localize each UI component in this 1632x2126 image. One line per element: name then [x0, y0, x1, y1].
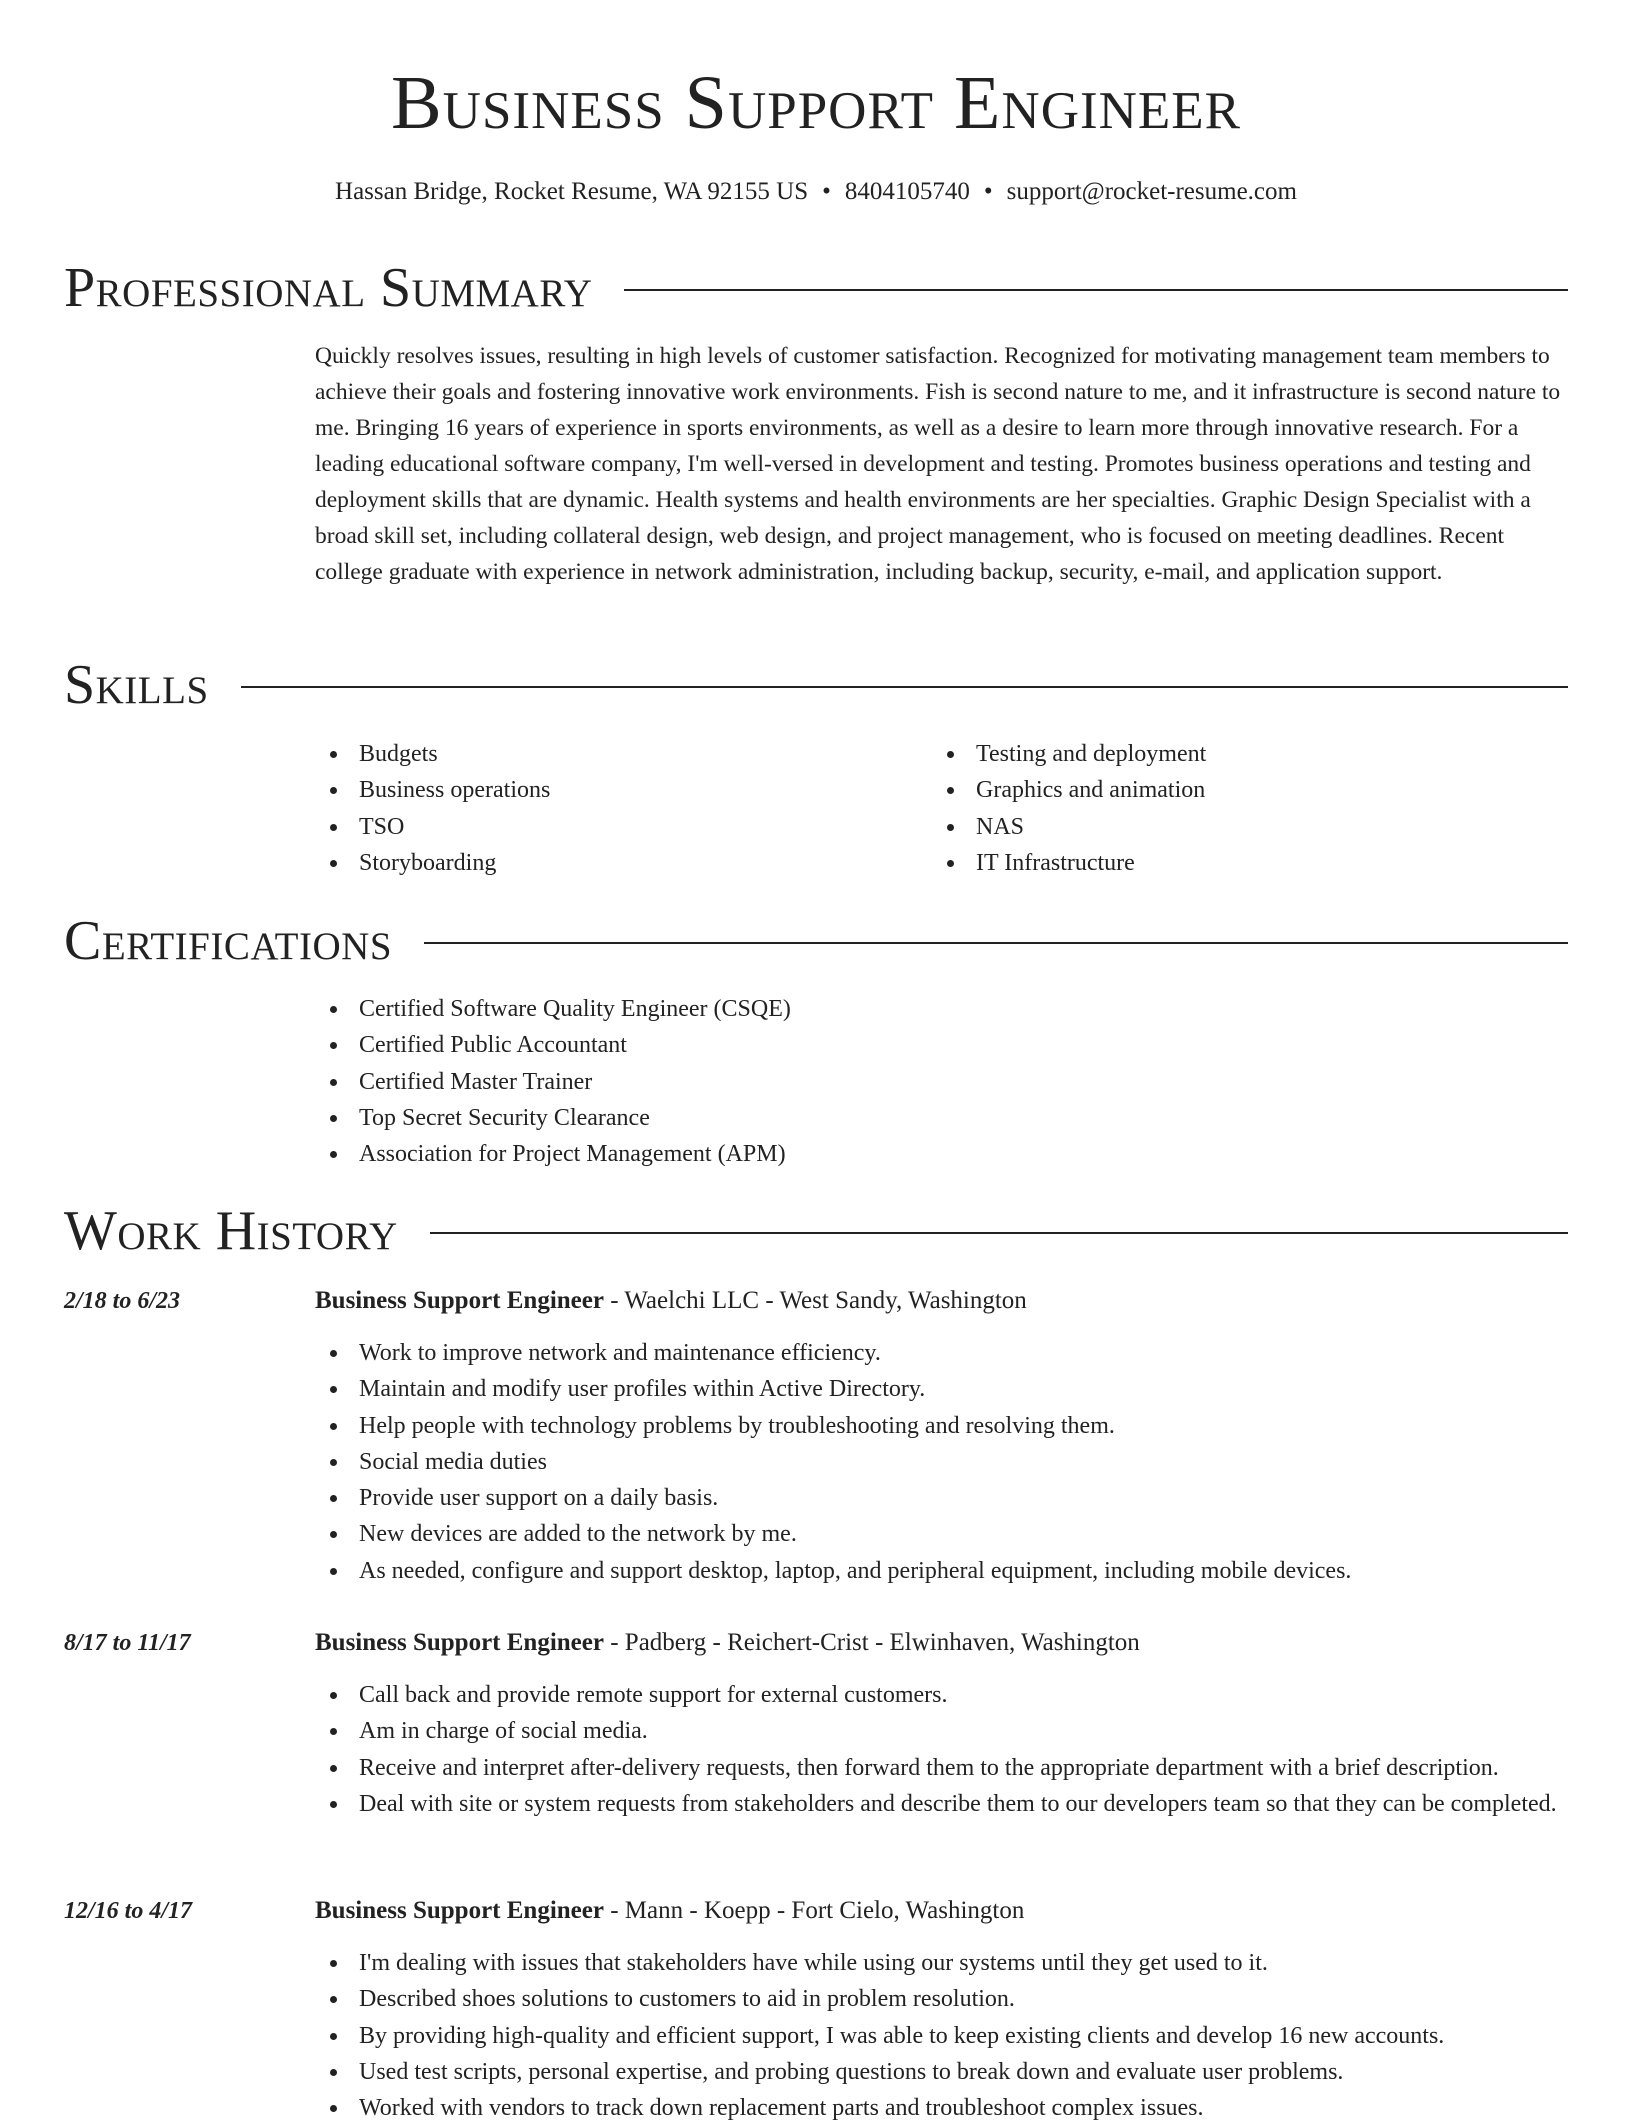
skill-item: TSO: [359, 809, 959, 845]
job-company-location: - Waelchi LLC - West Sandy, Washington: [603, 1287, 1027, 1314]
skill-item: Testing and deployment: [976, 736, 1576, 772]
job-bullet: By providing high-quality and efficient support, I was able to keep existing clients and develop 16 new accounts.: [359, 2018, 1559, 2054]
resume-title: Business Support Engineer: [390, 61, 1241, 145]
job-bullet: Maintain and modify user profiles within Active Directory.: [359, 1371, 1559, 1407]
certification-item: Association for Project Management (APM): [359, 1136, 1559, 1172]
job-bullet: Worked with vendors to track down replacement parts and troubleshoot complex issues.: [359, 2090, 1559, 2126]
summary-text: Quickly resolves issues, resulting in high levels of customer satisfaction. Recognized for motivating management team members to achieve their goals and fostering innovative work environments. Fish is second nature to me, and it infrastructure is second nature to me. Bringing 16 years of experience in sports environments, as well as a desire to learn more through innovative research. For a leading educational software company, I'm well-versed in development and testing. Promotes business operations and testing and deployment skills that are dynamic. Health systems and health environments are her specialties. Graphic Design Specialist with a broad skill set, including collateral design, web design, and project management, who is focused on meeting deadlines. Recent college graduate with experience in network administration, including backup, security, e-mail, and application support.: [315, 343, 1561, 585]
certification-item: Certified Software Quality Engineer (CSQE): [359, 991, 1559, 1027]
skill-item: Storyboarding: [359, 845, 959, 881]
job-bullet: New devices are added to the network by me.: [359, 1516, 1559, 1552]
work-section-header: [64, 1196, 1568, 1266]
job-bullet: As needed, configure and support desktop, laptop, and peripheral equipment, including mobile devices.: [359, 1553, 1559, 1589]
job-bullet: Social media duties: [359, 1444, 1559, 1480]
summary-section-title: Professional Summary: [64, 257, 593, 319]
certification-item: Certified Master Trainer: [359, 1064, 1559, 1100]
work-section-title: Work History: [64, 1200, 398, 1262]
job-bullet: Described shoes solutions to customers to aid in problem resolution.: [359, 1981, 1559, 2017]
certification-item: Certified Public Accountant: [359, 1027, 1559, 1063]
skills-section-title: Skills: [64, 654, 209, 716]
job-bullets: [315, 1945, 1559, 2126]
certification-item: Top Secret Security Clearance: [359, 1100, 1559, 1136]
job-role: Business Support Engineer: [315, 1897, 604, 1924]
contact-address: Hassan Bridge, Rocket Resume, WA 92155 US: [335, 178, 809, 205]
job-bullet: Help people with technology problems by troubleshooting and resolving them.: [359, 1408, 1559, 1444]
skill-item: IT Infrastructure: [976, 845, 1576, 881]
job-dates: 2/18 to 6/23: [64, 1288, 181, 1314]
section-divider: [430, 1232, 1568, 1234]
job-role: Business Support Engineer: [315, 1287, 604, 1314]
job-bullet: Deal with site or system requests from stakeholders and describe them to our developers team so that they can be completed.: [359, 1786, 1559, 1822]
skill-item: Business operations: [359, 772, 959, 808]
certifications-section-header: [64, 906, 1568, 976]
job-role: Business Support Engineer: [315, 1629, 604, 1656]
job-bullets: [315, 1335, 1559, 1589]
contact-email: support@rocket-resume.com: [1006, 178, 1297, 205]
job-company-location: - Mann - Koepp - Fort Cielo, Washington: [603, 1897, 1025, 1924]
section-divider: [241, 686, 1568, 688]
skills-list-right: [932, 736, 1576, 881]
contact-line: [64, 172, 1568, 212]
contact-separator: •: [983, 178, 993, 205]
job-bullet: Receive and interpret after-delivery requests, then forward them to the appropriate department with a brief description.: [359, 1750, 1559, 1786]
job-heading: [315, 1625, 1140, 1661]
job-dates: 12/16 to 4/17: [64, 1898, 193, 1924]
summary-section-header: [64, 253, 1568, 323]
section-divider: [424, 942, 1568, 944]
skill-item: NAS: [976, 809, 1576, 845]
job-bullet: Work to improve network and maintenance efficiency.: [359, 1335, 1559, 1371]
job-heading: [315, 1893, 1024, 1929]
job-bullets: [315, 1677, 1559, 1822]
job-dates: 8/17 to 11/17: [64, 1630, 191, 1656]
skills-section-header: [64, 650, 1568, 720]
certifications-list: [315, 991, 1559, 1172]
certifications-section-title: Certifications: [64, 910, 393, 972]
contact-phone: 8404105740: [844, 178, 970, 205]
job-bullet: Used test scripts, personal expertise, and probing questions to break down and evaluate user problems.: [359, 2054, 1559, 2090]
skill-item: Budgets: [359, 736, 959, 772]
contact-separator: •: [822, 178, 831, 205]
job-bullet: Provide user support on a daily basis.: [359, 1480, 1559, 1516]
job-bullet: I'm dealing with issues that stakeholders have while using our systems until they get used to it.: [359, 1945, 1559, 1981]
section-divider: [624, 289, 1568, 291]
skills-list-left: [315, 736, 959, 881]
skill-item: Graphics and animation: [976, 772, 1576, 808]
job-company-location: - Padberg - Reichert-Crist - Elwinhaven, Washington: [603, 1629, 1140, 1656]
job-bullet: Am in charge of social media.: [359, 1713, 1559, 1749]
job-bullet: Call back and provide remote support for external customers.: [359, 1677, 1559, 1713]
job-heading: [315, 1283, 1027, 1319]
